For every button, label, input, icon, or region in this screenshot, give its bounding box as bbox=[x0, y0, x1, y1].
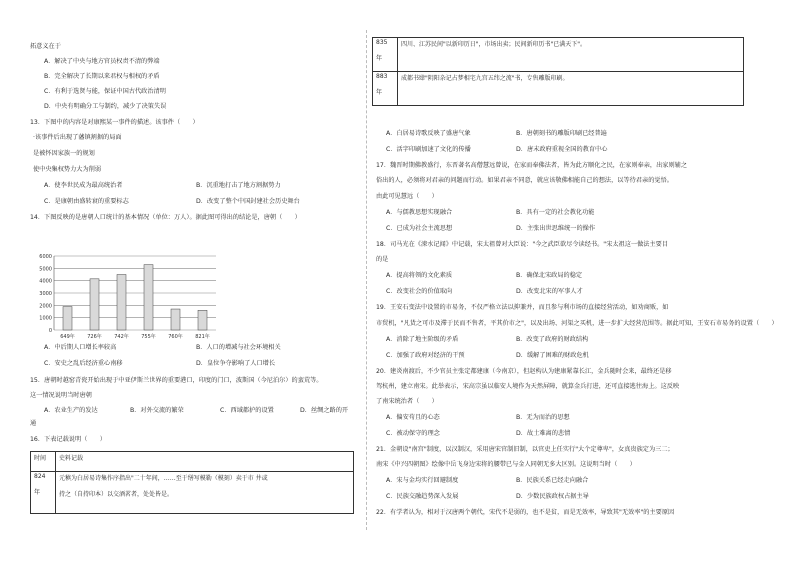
q20-line-3: 了南宋统治者（ ） bbox=[376, 398, 438, 405]
q14-option-a: A．中后期人口增长率较高 bbox=[44, 344, 117, 351]
chart-y-tick-label: 5000 bbox=[39, 266, 52, 273]
q12-option-a: A．解决了中央与地方官员权责不清的弊端 bbox=[44, 58, 160, 65]
chart-x-tick-label: 755年 bbox=[141, 334, 156, 340]
q18-option-b: B．确保北宋政局的稳定 bbox=[516, 272, 583, 279]
chart-y-tick-label: 1000 bbox=[39, 315, 52, 322]
chart-x-tick-label: 742年 bbox=[114, 334, 129, 340]
q20-option-b: B．无为而治的思想 bbox=[516, 414, 570, 421]
q21-line-2: 南宋《中兴四朝图》绘像中岳飞身边宋将的腰带已与金人同朝无多大区别。这说明当时（ ） bbox=[376, 461, 636, 468]
table-row-824-year: 824 年 bbox=[31, 472, 56, 514]
q14-stem: 14．下图反映的是唐朝人口统计的基本情况（单位：万人）。据此图可得出的结论是，唐朝（ ） bbox=[30, 214, 301, 221]
q15-tail: 通 bbox=[30, 420, 37, 427]
q17-option-b: B．具有一定的社会教化功能 bbox=[516, 209, 595, 216]
q17-option-d: D．主张出世思维统一的操作 bbox=[516, 225, 596, 232]
q15-option-c: C．西域都护的设置 bbox=[220, 407, 274, 414]
q15-line-2: 这一情况说明当时唐朝 bbox=[30, 392, 92, 399]
q16-option-d: D．唐末政府重视全国的教育中心 bbox=[516, 146, 608, 153]
table-row-835-year: 835 年 bbox=[373, 38, 398, 72]
q14-option-d: D．皇位争夺影响了人口增长 bbox=[196, 360, 276, 367]
q20-option-c: C．被动保守的理念 bbox=[386, 430, 440, 437]
q12-option-d: D．中央有明确分工与制约，减少了决策失误 bbox=[44, 103, 167, 110]
q18-option-a: A．提高将领的文化素质 bbox=[386, 272, 453, 279]
chart-y-tick-label: 4000 bbox=[39, 278, 52, 285]
q13-stem: 13．下图中的内容是对康熙某一事件的描述。该事件（ ） bbox=[30, 119, 199, 126]
q16-table-part2 bbox=[372, 37, 744, 106]
q16-option-c: C．活字印刷加速了文化的传播 bbox=[386, 146, 471, 153]
chart-bar bbox=[198, 310, 207, 330]
q16-option-a: A．白居易诗歌反映了盛唐气象 bbox=[386, 130, 471, 137]
q18-line-2: 的是 bbox=[376, 256, 389, 263]
q19-option-a: A．消除了地主阶级的矛盾 bbox=[386, 336, 459, 343]
q13-line-2: 是被怀因家族一的规划 bbox=[33, 150, 95, 157]
q13-line-1: ·该事件后出现了藩镇割据的局面 bbox=[33, 134, 122, 141]
q17-line-2: 俗出的人，必须将对君亲的问题而行动。如果君亲不同意，就应该敬佛相能自己的想法，以等待君亲的觉悟。 bbox=[376, 177, 673, 184]
q19-option-d: D．缓解了困难的财政危机 bbox=[516, 352, 589, 359]
q21-line-1: 21．金朝设"南宫"制度，以汉制汉，采用唐宋官制旧制，以官吏上任实行"大个定尊卑"，女真贵族定为三二； bbox=[376, 446, 674, 453]
chart-bar bbox=[144, 265, 153, 330]
chart-x-tick-label: 726年 bbox=[87, 334, 102, 340]
chart-bar bbox=[63, 307, 72, 330]
q16-option-b: B．唐朝刻书的雕版印刷已经普遍 bbox=[516, 130, 607, 137]
q22-line-1: 22．有学者认为，相对于汉唐两个朝代，宋代不是弱的，也不是贫，而是无效率，导致其"无效率"的主要原因 bbox=[376, 509, 675, 516]
q19-line-2: 市贸机，"凡货之可市及滞于民而不售者，平其价市之"，以及出场、河渠之买机，进一步扩大经营范围等。据此可知，王安石市易务的设置（ ） bbox=[376, 320, 778, 327]
q20-option-d: D．故土难离的悲情 bbox=[516, 430, 571, 437]
table-header-time: 时间 bbox=[31, 452, 56, 472]
q16-stem: 16．下表记载说明（ ） bbox=[30, 436, 106, 443]
q15-option-b: B．对外交流的繁荣 bbox=[130, 407, 184, 414]
q15-option-d: D．丝绸之路的开 bbox=[300, 407, 349, 414]
q19-line-1: 19．王安石变法中设置的市易务，不仅严格立法以抑兼并，而且参与利市场的直接经营活动，如劝商贩，如 bbox=[376, 304, 669, 311]
chart-y-tick-label: 0 bbox=[48, 328, 52, 334]
q12-tail: 拓意义在于 bbox=[30, 43, 61, 50]
table-header-record: 史料记载 bbox=[56, 452, 354, 472]
q13-option-d: D．改变了整个中国封建社会历史舞台 bbox=[196, 198, 300, 205]
q17-line-3: 由此可见慧远（ ） bbox=[376, 193, 438, 200]
q19-option-c: C．加强了政府对经济的干预 bbox=[386, 352, 465, 359]
table-row-835-record: 四川、江苏民间"以新印历日"，市场出卖；民间新印历书"已满天下"。 bbox=[398, 38, 744, 72]
q18-option-d: D．改变北宋的军事人才 bbox=[516, 288, 583, 295]
q20-line-2: 驾杭州，建立南宋。此举表示，宋高宗虽以临安人境作为天然屏障，就算金兵打进，还可直接逃往海上。这反映 bbox=[376, 383, 680, 390]
chart-y-tick-label: 2000 bbox=[39, 303, 52, 310]
q21-option-a: A．宋与金均实行回避制度 bbox=[386, 477, 459, 484]
chart-bar bbox=[90, 279, 99, 330]
q15-option-a: A．农业生产的发达 bbox=[44, 407, 98, 414]
q12-option-c: C．有利于选贤与能，保证中国古代政治清明 bbox=[44, 88, 166, 95]
q14-option-c: C．安史之乱后经济重心南移 bbox=[44, 360, 123, 367]
chart-bar bbox=[117, 275, 126, 331]
q21-option-b: B．民族关系已经走向融合 bbox=[516, 477, 589, 484]
chart-bar bbox=[171, 309, 180, 330]
q18-line-1: 18．司马光在《涑水记闻》中记载，宋太祖曾对大臣说："今之武臣欲尽令读经书。"宋太祖这一做法主要目 bbox=[376, 241, 669, 248]
q13-option-b: B．沉重地打击了地方割据势力 bbox=[196, 182, 281, 189]
q13-line-3: 使中央集权势力大为削弱 bbox=[33, 166, 102, 173]
q14-option-b: B．人口的增减与社会环境相关 bbox=[196, 344, 281, 351]
chart-y-tick-label: 3000 bbox=[39, 291, 52, 297]
q18-option-c: C．改变社会的价值取向 bbox=[386, 288, 453, 295]
table-row-824-record: 元稹为白居易诗集作序指出"二十年间，……至于缮写模勒（模刻）卖于市 井或 持之（自持印本）以交酒茗者，处处皆是。 bbox=[56, 472, 354, 514]
q17-line-1: 17．魏晋时期佛教盛行，东晋著名高僧慧远曾说，在家而奉佛法者，皆为此方顺化之民，在家则奉亲，出家则辅之 bbox=[376, 162, 688, 169]
q16-table-part1 bbox=[30, 451, 354, 514]
chart-x-tick-label: 821年 bbox=[195, 334, 210, 340]
q20-line-1: 20．建炎南渡后，不少官员主张定都建康（今南京），但赵构认为建康紧靠长江，金兵随时会来，最终还是移 bbox=[376, 368, 672, 375]
chart-x-tick-label: 760年 bbox=[168, 334, 183, 340]
chart-y-tick-label: 6000 bbox=[39, 254, 52, 260]
table-row-883-year: 883 年 bbox=[373, 72, 398, 106]
q17-option-a: A．与儒教思想实现融合 bbox=[386, 209, 453, 216]
q12-option-b: B．完全解决了长期以来君权与相权的矛盾 bbox=[44, 73, 160, 80]
q21-option-c: C．民族交融趋势深入发展 bbox=[386, 493, 459, 500]
table-row-883-record: 成都书肆"阴阳杂记占梦相宅九宫五纬之流"书，专售雕版印刷。 bbox=[398, 72, 744, 106]
q13-option-a: A．使李世民成为最高统治者 bbox=[44, 182, 123, 189]
population-bar-chart bbox=[30, 252, 220, 342]
q21-option-d: D．少数民族政权占据主导 bbox=[516, 493, 589, 500]
q19-option-b: B．改变了政府的财政结构 bbox=[516, 336, 589, 343]
q17-option-c: C．已成为社会主流思想 bbox=[386, 225, 453, 232]
q13-option-c: C．是康朝由盛转衰的重要标志 bbox=[44, 198, 129, 205]
chart-x-tick-label: 649年 bbox=[60, 334, 75, 340]
q20-option-a: A．偏安苟且的心态 bbox=[386, 414, 440, 421]
q15-stem: 15．唐朝时越窑青瓷开始出现于中亚伊斯兰世界的重要港口，印度的门口，波斯国（今尼泊尔）的蛮荒等。 bbox=[30, 377, 323, 384]
column-divider bbox=[366, 30, 367, 530]
